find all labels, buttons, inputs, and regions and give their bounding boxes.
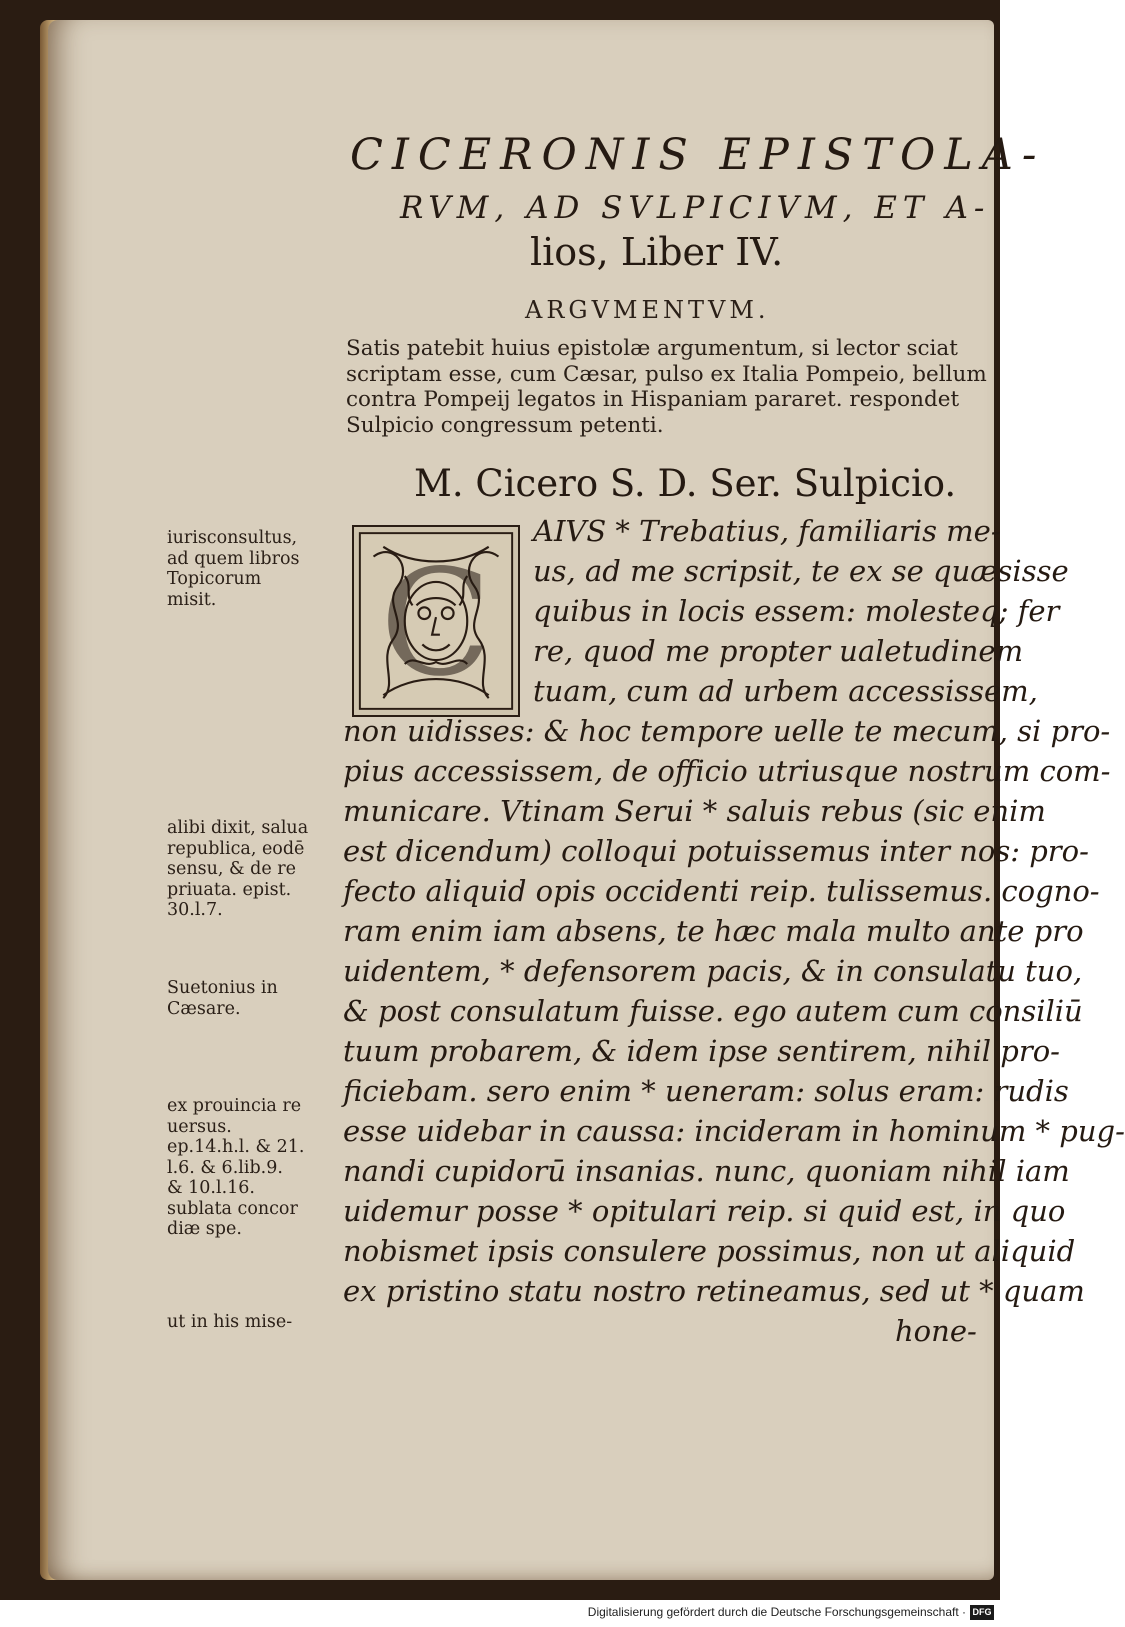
margin-note-line: ut in his mise- [167, 1312, 293, 1332]
body-line: nandi cupidorū insanias. nunc, quoniam nihil iam [343, 1154, 1070, 1188]
heading-line-1: CICERONIS EPISTOLA- [350, 130, 1046, 180]
margin-note [167, 1312, 339, 1333]
body-line: est dicendum) colloqui potuissemus inter nos: pro- [343, 834, 1089, 868]
body-line: ficiebam. sero enim * ueneram: solus eram: rudis [343, 1074, 1069, 1108]
argument-text [346, 336, 987, 438]
ornament-icon [354, 527, 518, 715]
heading-line-3: lios, Liber IV. [530, 230, 784, 274]
margin-note [167, 978, 339, 1019]
margin-note [167, 1096, 339, 1240]
body-line: AIVS * Trebatius, familiaris me- [533, 514, 1001, 548]
margin-note-line: ex prouincia re [167, 1096, 302, 1116]
margin-note-line: priuata. epist. [167, 879, 292, 900]
margin-note-line: sublata concor [167, 1198, 298, 1219]
body-line: non uidisses: & hoc tempore uelle te mecum, si pro- [343, 714, 1111, 748]
margin-note-line: alibi dixit, salua [167, 818, 309, 838]
margin-note-line: Topicorum [167, 569, 262, 589]
body-line: tuam, cum ad urbem accessissem, [533, 674, 1038, 708]
margin-note-line: Suetonius in [167, 978, 278, 998]
heading-line-2: RVM, AD SVLPICIVM, ET A- [400, 190, 991, 226]
body-line: uidentem, * defensorem pacis, & in consulatu tuo, [343, 954, 1083, 988]
margin-note-line: uersus. [167, 1116, 232, 1137]
argument-line: Satis patebit huius epistolæ argumentum, si lector sciat [346, 336, 958, 361]
body-line: us, ad me scripsit, te ex se quæsisse [533, 554, 1069, 588]
body-line: pius accessissem, de officio utriusque nostrum com- [343, 754, 1111, 788]
margin-note-line: ep.14.h.l. & 21. [167, 1137, 305, 1157]
margin-note-line: & 10.l.16. [167, 1178, 255, 1198]
body-line: quibus in locis essem: molesteq; fer [533, 594, 1060, 628]
argument-line: Sulpicio congressum petenti. [346, 412, 664, 438]
body-line: ex pristino statu nostro retineamus, sed ut * quam [343, 1274, 1085, 1308]
body-line: nobismet ipsis consulere possimus, non ut aliquid [343, 1234, 1076, 1268]
catchword: hone- [895, 1314, 977, 1348]
margin-note-line: republica, eodē [167, 838, 305, 859]
margin-note-line: l.6. & 6.lib.9. [167, 1157, 283, 1178]
body-line: fecto aliquid opis occidenti reip. tulissemus. cogno- [343, 874, 1100, 908]
body-line: re, quod me propter ualetudinem [533, 634, 1024, 668]
margin-note [167, 818, 339, 921]
margin-note-line: diæ spe. [167, 1219, 242, 1239]
margin-note-line: ad quem libros [167, 548, 300, 569]
margin-note-line: misit. [167, 589, 217, 610]
margin-note-line: Cæsare. [167, 998, 241, 1019]
body-line: tuum probarem, & idem ipse sentirem, nihil pro- [343, 1034, 1060, 1068]
body-line: ram enim iam absens, te hæc mala multo ante pro [343, 914, 1084, 948]
argument-title: ARGVMENTVM. [525, 296, 770, 324]
margin-note-line: sensu, & de re [167, 859, 296, 879]
body-line: municare. Vtinam Serui * saluis rebus (sic enim [343, 794, 1046, 828]
argument-line: contra Pompeij legatos in Hispaniam pararet. respondet [346, 387, 960, 412]
footer-credit: Digitalisierung gefördert durch die Deutsche Forschungsgemeinschaft · [587, 1605, 966, 1619]
margin-note [167, 528, 339, 610]
dfg-logo-icon: DFG [970, 1605, 994, 1620]
svg-text:C: C [379, 537, 493, 709]
body-line: esse uidebar in caussa: incideram in hominum * pug- [343, 1114, 1125, 1148]
body-line: & post consulatum fuisse. ego autem cum consiliū [343, 994, 1083, 1028]
margin-note-line: 30.l.7. [167, 900, 223, 920]
margin-note-line: iurisconsultus, [167, 528, 298, 548]
argument-line: scriptam esse, cum Cæsar, pulso ex Italia Pompeio, bellum [346, 361, 987, 387]
body-line: uidemur posse * opitulari reip. si quid est, in quo [343, 1194, 1066, 1228]
footer-bar [0, 1600, 1000, 1627]
decorated-initial [352, 525, 520, 717]
salutation: M. Cicero S. D. Ser. Sulpicio. [414, 462, 957, 505]
